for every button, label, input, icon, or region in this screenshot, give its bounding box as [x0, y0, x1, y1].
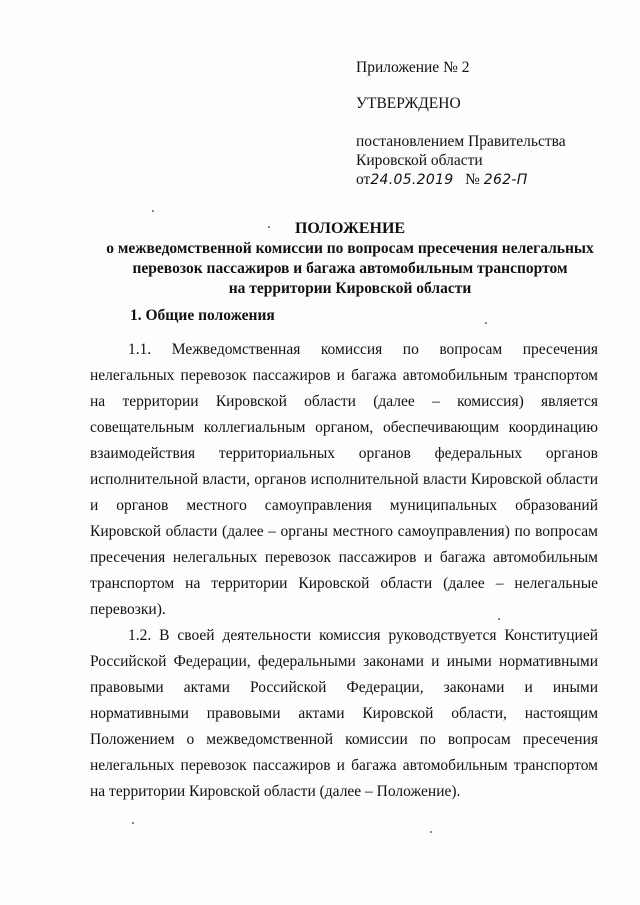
- title-main: ПОЛОЖЕНИЕ: [294, 220, 406, 237]
- number-prefix: №: [465, 171, 480, 188]
- scan-speck: [268, 226, 270, 228]
- scan-speck: [485, 322, 487, 324]
- title-line-2: перевозок пассажиров и багажа автомобильным транспортом: [132, 260, 568, 277]
- document-title: [90, 219, 610, 299]
- approved-stamp: УТВЕРЖДЕНО: [356, 95, 461, 112]
- title-line-1: о межведомственной комиссии по вопросам пресечения нелегальных: [106, 240, 594, 257]
- decree-number: 262-П: [483, 172, 528, 188]
- scan-speck: [152, 210, 154, 212]
- date-prefix: от: [356, 171, 371, 188]
- approval-block: [356, 58, 616, 190]
- section-heading: 1. Общие положения: [130, 307, 275, 324]
- appendix-label: Приложение № 2: [356, 59, 470, 76]
- decree-date-line: [356, 170, 616, 190]
- scan-speck: [430, 831, 432, 833]
- paragraph-1-2: 1.2. В своей деятельности комиссия руководствуется Конституцией Российской Федерации, федеральными законами и иными нормативными правовыми актами Российской Федерации, законами и иными нормативными правовыми актами Кировской области, настоящим Положением о межведомственной комиссии по вопросам пресечения нелегальных перевозок пассажиров и багажа автомобильным транспортом на территории Кировской области (далее – Положение).: [90, 627, 598, 800]
- scan-speck: [132, 822, 134, 824]
- decree-date: 24.05.2019: [370, 172, 454, 188]
- decree-line-2: Кировской области: [356, 152, 483, 169]
- scan-speck: [498, 618, 500, 620]
- title-line-3: на территории Кировской области: [228, 280, 472, 297]
- paragraph-1-1: 1.1. Межведомственная комиссия по вопросам пресечения нелегальных перевозок пассажиров и багажа автомобильным транспортом на территории Кировской области (далее – комиссия) является совещательным коллегиальным органом, обеспечивающим координацию взаимодействия территориальных органов федеральных органов исполнительной власти, органов исполнительной власти Кировской области и органов местного самоуправления муниципальных образований Кировской области (далее – органы местного самоуправления) по вопросам пресечения нелегальных перевозок пассажиров и багажа автомобильным транспортом на территории Кировской области (далее – нелегальные перевозки).: [90, 341, 598, 618]
- document-body: [90, 337, 598, 805]
- decree-line-1: постановлением Правительства: [356, 133, 566, 150]
